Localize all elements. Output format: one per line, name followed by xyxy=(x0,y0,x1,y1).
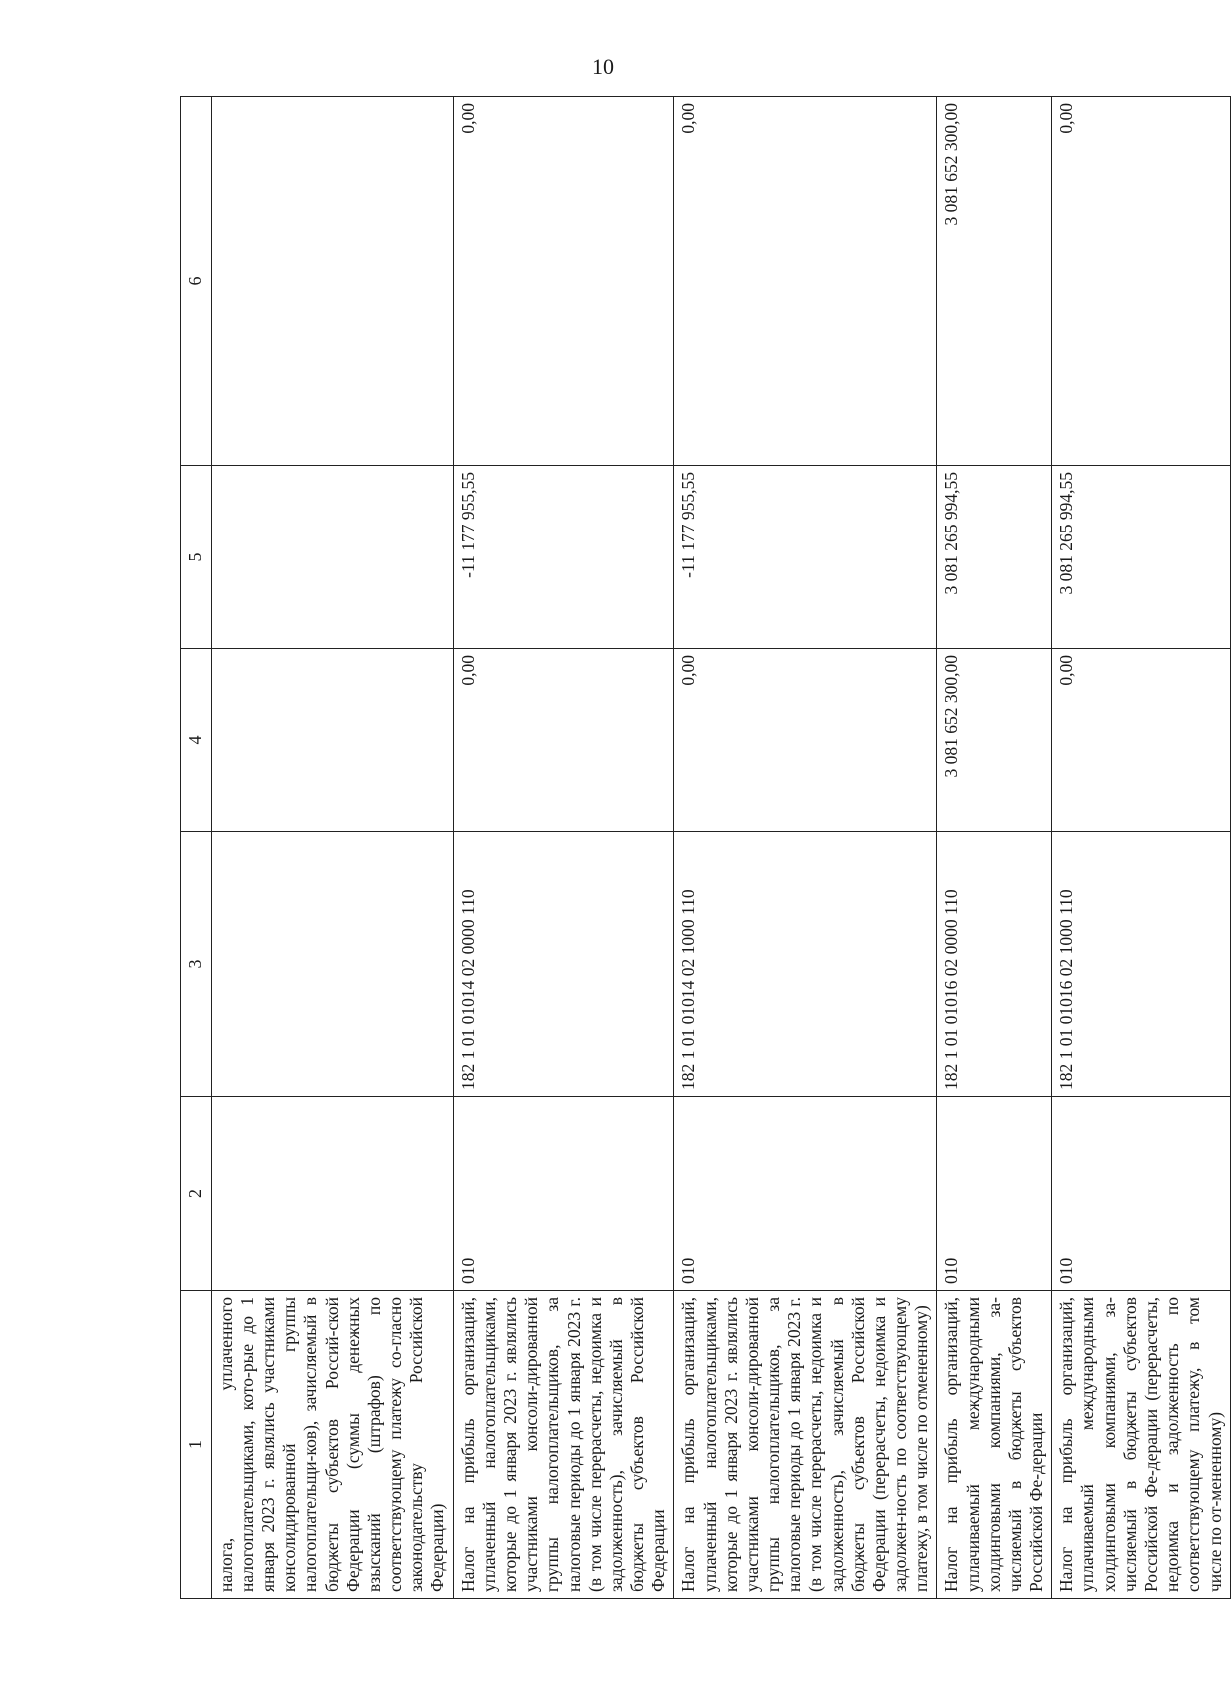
row-value-col5-cell: 3 081 265 994,55 xyxy=(1052,466,1230,649)
row-budget-code-cell xyxy=(211,832,453,1097)
table-row xyxy=(937,97,1052,1599)
row-line-code-cell: 010 xyxy=(453,1097,674,1291)
column-header: 6 xyxy=(181,97,212,466)
row-value-col5-cell: -11 177 955,55 xyxy=(453,466,674,649)
row-value-col4-cell: 0,00 xyxy=(674,649,937,832)
row-value-col5-cell: 3 081 265 994,55 xyxy=(937,466,1052,649)
row-value-col6-cell: 0,00 xyxy=(453,97,674,466)
table-header-row xyxy=(181,97,212,1599)
row-value-col4-cell: 0,00 xyxy=(453,649,674,832)
page-number: 10 xyxy=(592,54,614,79)
row-line-code-cell xyxy=(211,1097,453,1291)
row-budget-code-cell: 182 1 01 01014 02 1000 110 xyxy=(674,832,937,1097)
row-line-code-cell: 010 xyxy=(937,1097,1052,1291)
row-budget-code-cell: 182 1 01 01014 02 0000 110 xyxy=(453,832,674,1097)
table-row xyxy=(1052,97,1230,1599)
row-name-cell: налога, уплаченного налогоплательщиками, кото-рые до 1 января 2023 г. являлись участниками консолидированной группы налогоплательщи-ков), зачисляемый в бюджеты субъектов Россий-ской Федерации (суммы денежных взысканий (штрафов) по соответствующему платежу со-гласно законодательству Российской Федерации) xyxy=(211,1291,453,1599)
row-value-col4-cell: 3 081 652 300,00 xyxy=(937,649,1052,832)
rotated-table-container xyxy=(180,97,1225,1599)
row-line-code-cell: 010 xyxy=(674,1097,937,1291)
row-name-cell: Налог на прибыль организаций, уплаченный налогоплательщиками, которые до 1 января 2023 г. являлись участниками консоли-дированной группы налогоплательщиков, за налоговые периоды до 1 января 2023 г. (в том числе перерасчеты, недоимка и задолженность), зачисляемый в бюджеты субъектов Российской Федерации (перерасчеты, недоимка и задолжен-ность по соответствующему платежу, в том числе по отмененному) xyxy=(674,1291,937,1599)
row-budget-code-cell: 182 1 01 01016 02 0000 110 xyxy=(937,832,1052,1097)
row-value-col6-cell: 0,00 xyxy=(674,97,937,466)
row-value-col6-cell xyxy=(211,97,453,466)
row-name-cell: Налог на прибыль организаций, уплачиваемый международными холдинговыми компаниями, за-числяемый в бюджеты субъектов Российской Фе-дерации (перерасчеты, недоимка и задолженность по соответствующему платежу, в том числе по от-мененному) xyxy=(1052,1291,1230,1599)
row-value-col5-cell: -11 177 955,55 xyxy=(674,466,937,649)
table-row xyxy=(674,97,937,1599)
row-value-col4-cell xyxy=(211,649,453,832)
column-header: 4 xyxy=(181,649,212,832)
revenue-table xyxy=(180,96,1231,1599)
column-header: 1 xyxy=(181,1291,212,1599)
row-value-col5-cell xyxy=(211,466,453,649)
column-header: 3 xyxy=(181,832,212,1097)
row-value-col6-cell: 3 081 652 300,00 xyxy=(937,97,1052,466)
row-value-col6-cell: 0,00 xyxy=(1052,97,1230,466)
column-header: 5 xyxy=(181,466,212,649)
column-header: 2 xyxy=(181,1097,212,1291)
row-value-col4-cell: 0,00 xyxy=(1052,649,1230,832)
row-name-cell: Налог на прибыль организаций, уплаченный налогоплательщиками, которые до 1 января 2023 г. являлись участниками консоли-дированной группы налогоплательщиков, за налоговые периоды до 1 января 2023 г. (в том числе перерасчеты, недоимка и задолженность), зачисляемый в бюджеты субъектов Российской Федерации xyxy=(453,1291,674,1599)
table-row xyxy=(211,97,453,1599)
row-line-code-cell: 010 xyxy=(1052,1097,1230,1291)
row-name-cell: Налог на прибыль организаций, уплачиваемый международными холдинговыми компаниями, за-числяемый в бюджеты субъектов Российской Фе-дерации xyxy=(937,1291,1052,1599)
row-budget-code-cell: 182 1 01 01016 02 1000 110 xyxy=(1052,832,1230,1097)
table-row xyxy=(453,97,674,1599)
